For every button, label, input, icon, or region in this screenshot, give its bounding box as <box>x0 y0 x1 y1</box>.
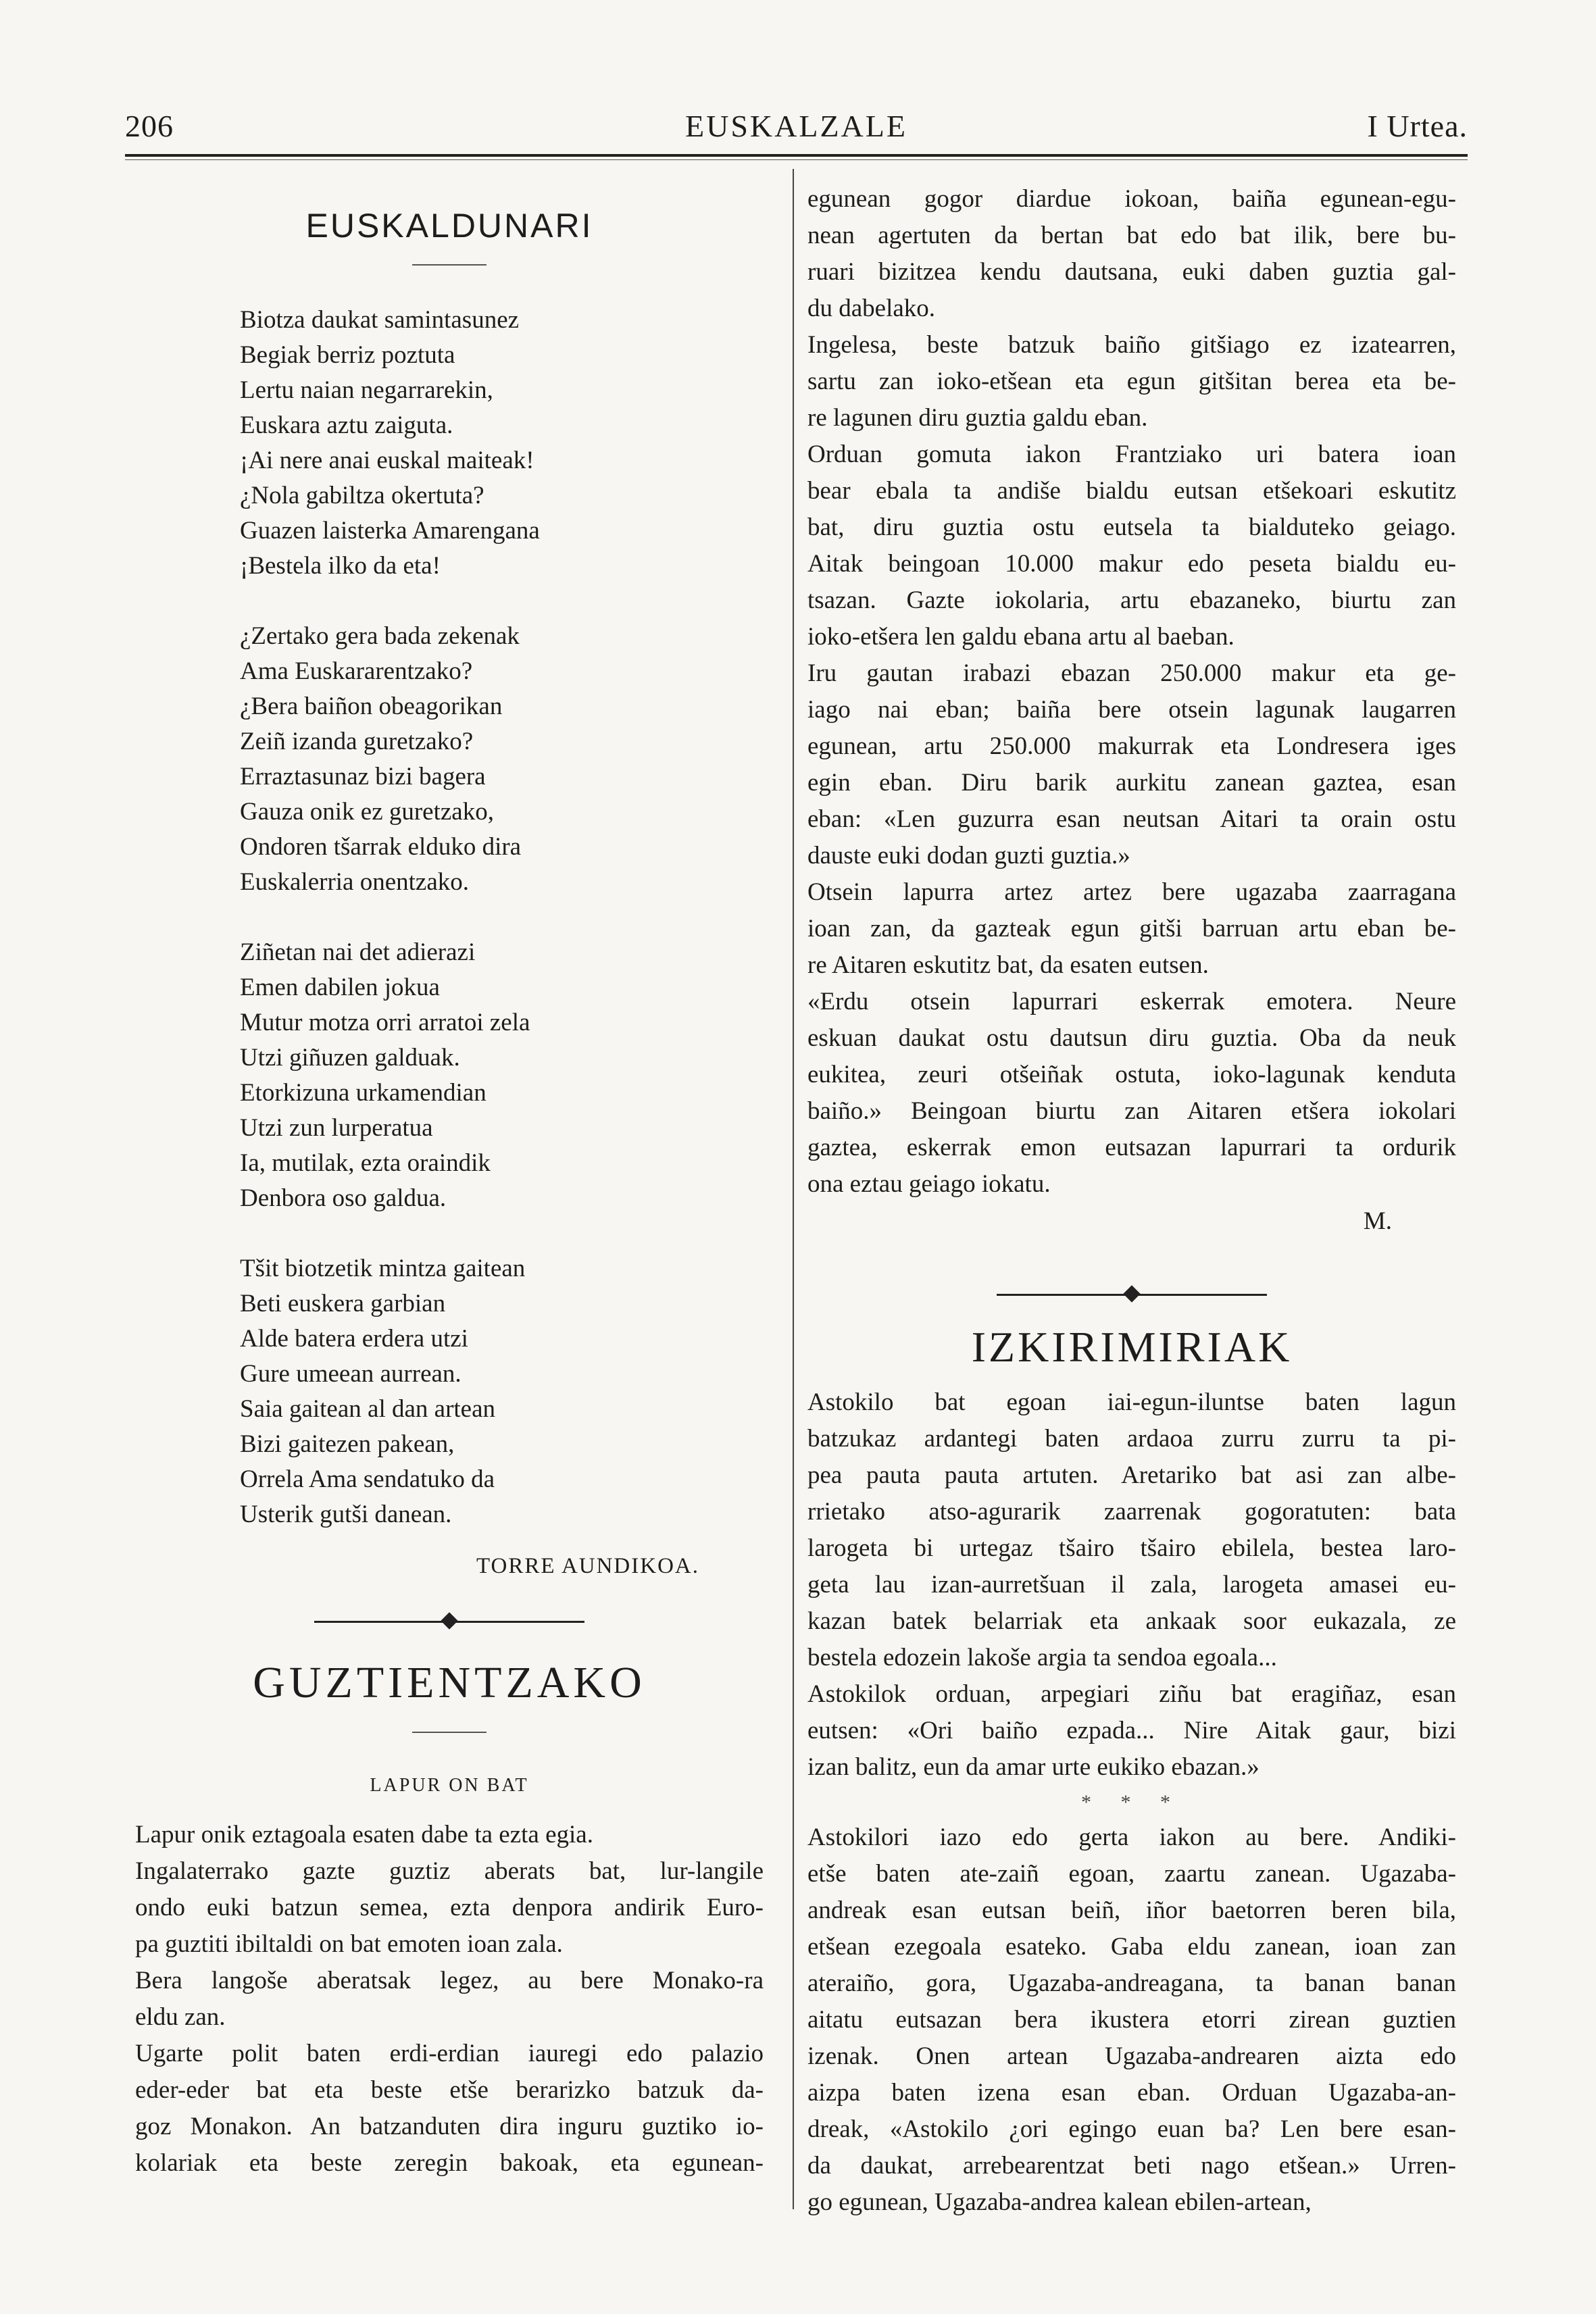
poem-line: Guazen laisterka Amarengana <box>240 517 540 545</box>
paragraph <box>807 181 1456 327</box>
poem-line: Zeiñ izanda guretzako? <box>240 728 474 755</box>
text-line: Otsein lapurra artez artez bere ugazaba zaarragana <box>807 878 1456 906</box>
ornament-divider-right <box>997 1284 1267 1305</box>
poem-line: Begiak berriz poztuta <box>240 341 455 369</box>
poem-line: Beti euskera garbian <box>240 1290 446 1317</box>
text-line: Astokilo bat egoan iai-egun-iluntse baten lagun <box>807 1388 1456 1416</box>
column-divider <box>793 169 794 2209</box>
text-line: batzukaz ardantegi baten ardaoa zurru zurru ta pi- <box>807 1425 1456 1453</box>
text-line: etše baten ate-zaiñ egoan, zaartu zanean. Ugazaba- <box>807 1860 1456 1888</box>
volume-year: I Urtea. <box>1367 109 1468 143</box>
text-line: sartu zan ioko-etšean eta egun gitšitan berea eta be- <box>807 368 1456 395</box>
poem-line: ¡Bestela ilko da eta! <box>240 552 441 580</box>
text-line: Orduan gomuta iakon Frantziako uri batera ioan <box>807 441 1456 468</box>
poem-line: Euskara aztu zaiguta. <box>240 411 453 439</box>
text-line: goz Monakon. An batzanduten dira inguru guztiko io- <box>135 2113 764 2140</box>
text-line: eskuan daukat ostu dautsun diru guztia. Oba da neuk <box>807 1024 1456 1052</box>
text-line: egunean, artu 250.000 makurrak eta Londresera iges <box>807 732 1456 760</box>
text-line: kazan batek belarriak eta ankaak soor eukazala, ze <box>807 1607 1456 1635</box>
poem-signature: TORRE AUNDIKOA. <box>476 1554 699 1578</box>
poem-line: ¡Ai nere anai euskal maiteak! <box>240 447 534 474</box>
text-line: andreak esan eutsan beiñ, iñor baetorren beren bila, <box>807 1896 1456 1924</box>
poem-line: Euskalerria onentzako. <box>240 868 470 896</box>
poem-line: Bizi gaitezen pakean, <box>240 1430 455 1458</box>
story-title: GUZTIENTZAKO <box>253 1658 646 1707</box>
title-rule <box>412 264 487 266</box>
story-text <box>135 1817 764 2182</box>
text-line: bear ebala ta andiše bialdu eutsan etšekoari eskutitz <box>807 477 1456 505</box>
text-line: dreak, «Astokilo ¿ori egingo euan ba? Len bere esan- <box>807 2115 1456 2143</box>
story-title-rule <box>412 1732 487 1733</box>
poem-line: Utzi zun lurperatua <box>240 1114 433 1142</box>
text-line: nean agertuten da bertan bat edo bat ilik, bere bu- <box>807 222 1456 249</box>
diamond-ornament-icon <box>441 1612 457 1629</box>
text-line: Aitak beingoan 10.000 makur edo peseta bialdu eu- <box>807 550 1456 578</box>
text-line: ioko-etšera len galdu ebana artu al baeban. <box>807 623 1235 651</box>
text-line: aitatu eutsazan bera ikustera etorri zirean guztien <box>807 2006 1456 2034</box>
text-line: Bera langoše aberatsak legez, au bere Monako-ra <box>135 1967 764 1994</box>
text-line: Ingelesa, beste batzuk baiño gitšiago ez izatearren, <box>807 331 1456 359</box>
story-signature: M. <box>1363 1207 1392 1235</box>
asterisk-separator: * * * <box>1081 1791 1182 1813</box>
text-line: eban: «Len guzurra esan neutsan Aitari ta orain ostu <box>807 805 1456 833</box>
text-line: re Aitaren eskutitz bat, da esaten eutsen. <box>807 951 1209 979</box>
paragraph <box>807 327 1456 436</box>
paragraph <box>807 874 1456 984</box>
text-line: dauste euki dodan guzti guztia.» <box>807 842 1130 870</box>
poem-line: Erraztasunaz bizi bagera <box>240 763 486 790</box>
header-rule <box>125 154 1468 157</box>
text-line: ateraiño, gora, Ugazaba-andreagana, ta banan banan <box>807 1969 1456 1997</box>
poem-line: Usterik gutši danean. <box>240 1501 452 1528</box>
ornament-divider <box>314 1611 584 1632</box>
section-title: IZKIRIMIRIAK <box>971 1323 1293 1371</box>
text-line: etšean ezegoala esateko. Gaba eldu zanean, ioan zan <box>807 1933 1456 1961</box>
text-line: iago nai eban; baiña bere otsein lagunak laugarren <box>807 696 1456 724</box>
paragraph <box>807 655 1456 874</box>
paragraph <box>807 436 1456 655</box>
poem-line: Ziñetan nai det adierazi <box>240 938 476 966</box>
text-line: eukitea, zeuri otšeiñak ostuta, ioko-lagunak kenduta <box>807 1061 1456 1088</box>
paragraph <box>807 1384 1456 1676</box>
poem-line: Ama Euskararentzako? <box>240 657 473 685</box>
poem-line: Biotza daukat samintasunez <box>240 306 520 334</box>
poem-line: Mutur motza orri arratoi zela <box>240 1009 530 1036</box>
paragraph <box>135 1963 764 2036</box>
text-line: re lagunen diru guztia galdu eban. <box>807 404 1148 432</box>
text-line: eder-eder bat eta beste etše berarizko batzuk da- <box>135 2076 764 2104</box>
text-line: bat, diru guztia ostu eutsela ta bialduteko geiago. <box>807 513 1456 541</box>
text-line: pa guztiti ibiltaldi on bat emoten ioan zala. <box>135 1930 563 1958</box>
text-line: da daukat, arrebearentzat beti nago etšean.» Urren- <box>807 2152 1456 2180</box>
text-line: Ugarte polit baten erdi-erdian iauregi edo palazio <box>135 2040 764 2067</box>
right-column <box>807 169 1456 2221</box>
text-line: Astokilori iazo edo gerta iakon au bere. Andiki- <box>807 1823 1456 1851</box>
text-line: egin eban. Diru barik aurkitu zanean gaztea, esan <box>807 769 1456 797</box>
text-line: eldu zan. <box>135 2003 226 2031</box>
poem-line: Gure umeean aurrean. <box>240 1360 462 1388</box>
text-line: aizpa baten izena esan eban. Orduan Ugazaba-an- <box>807 2079 1456 2107</box>
poem-stanza <box>240 935 764 1216</box>
text-line: kolariak eta beste zeregin bakoak, eta egunean- <box>135 2149 764 2177</box>
text-line: bestela edozein lakoše argia ta sendoa egoala... <box>807 1644 1277 1671</box>
text-line: ona eztau geiago iokatu. <box>807 1170 1051 1198</box>
poem-line: Ondoren tšarrak elduko dira <box>240 833 522 861</box>
text-line: Ingalaterrako gazte guztiz aberats bat, lur-langile <box>135 1857 764 1885</box>
story-continuation <box>807 181 1456 1203</box>
poem-line: Tšit biotzetik mintza gaitean <box>240 1255 526 1282</box>
paragraph <box>807 1676 1456 1786</box>
anecdote-text <box>807 1384 1456 1786</box>
journal-title: EUSKALZALE <box>685 109 907 143</box>
poem-line: ¿Bera baiñon obeagorikan <box>240 693 503 720</box>
left-column <box>135 169 764 2182</box>
poem-line: Lertu naian negarrarekin, <box>240 376 493 404</box>
poem-line: Orrela Ama sendatuko da <box>240 1465 495 1493</box>
text-line: Iru gautan irabazi ebazan 250.000 makur eta ge- <box>807 659 1456 687</box>
text-line: larogeta bi urtegaz tšairo tšairo ebilela, bestea laro- <box>807 1534 1456 1562</box>
header-rule-thin <box>125 159 1468 160</box>
poem-line: Alde batera erdera utzi <box>240 1325 468 1353</box>
poem-stanza <box>240 1251 764 1532</box>
poem-line: Ia, mutilak, ezta oraindik <box>240 1149 491 1177</box>
page-number: 206 <box>125 109 174 143</box>
poem-stanza <box>240 619 764 900</box>
poem-title: EUSKALDUNARI <box>305 207 593 245</box>
poem-line: Utzi giñuzen galduak. <box>240 1044 460 1072</box>
paragraph <box>135 1817 764 1853</box>
text-line: rrietako atso-agurarik zaarrenak gogoratuten: bata <box>807 1498 1456 1526</box>
text-line: pea pauta pauta artuten. Aretariko bat asi zan albe- <box>807 1461 1456 1489</box>
poem-line: Emen dabilen jokua <box>240 974 440 1001</box>
poem <box>240 303 764 1532</box>
running-header <box>125 108 1468 149</box>
text-line: ruari bizitzea kendu dautsana, euki daben guztia gal- <box>807 258 1456 286</box>
text-line: baiño.» Beingoan biurtu zan Aitaren etšera iokolari <box>807 1097 1456 1125</box>
text-line: du dabelako. <box>807 295 936 322</box>
anecdote-text-2 <box>807 1819 1456 2221</box>
text-line: tsazan. Gazte iokolaria, artu ebazaneko, biurtu zan <box>807 586 1456 614</box>
diamond-ornament-icon <box>1123 1285 1140 1302</box>
poem-line: Saia gaitean al dan artean <box>240 1395 496 1423</box>
poem-line: ¿Zertako gera bada zekenak <box>240 622 520 650</box>
paragraph <box>807 1819 1456 2221</box>
paragraph <box>135 1853 764 1963</box>
poem-line: Gauza onik ez guretzako, <box>240 798 494 826</box>
text-line: ondo euki batzun semea, ezta denpora andirik Euro- <box>135 1894 764 1921</box>
paragraph <box>135 2036 764 2182</box>
text-line: Astokilok orduan, arpegiari ziñu bat eragiñaz, esan <box>807 1680 1456 1708</box>
text-line: eutsen: «Ori baiño ezpada... Nire Aitak gaur, bizi <box>807 1717 1456 1744</box>
text-line: izenak. Onen artean Ugazaba-andrearen aizta edo <box>807 2042 1456 2070</box>
paragraph <box>807 984 1456 1203</box>
text-line: egunean gogor diardue iokoan, baiña egunean-egu- <box>807 185 1456 213</box>
text-line: gaztea, eskerrak emon eutsazan lapurrari ta ordurik <box>807 1134 1456 1161</box>
text-line: «Erdu otsein lapurrari eskerrak emotera. Neure <box>807 988 1456 1015</box>
text-line: go egunean, Ugazaba-andrea kalean ebilen-artean, <box>807 2188 1312 2216</box>
text-line: ioan zan, da gazteak egun gitši barruan artu eban be- <box>807 915 1456 942</box>
poem-line: Denbora oso galdua. <box>240 1184 447 1212</box>
story-subtitle: LAPUR ON BAT <box>370 1775 529 1796</box>
poem-line: Etorkizuna urkamendian <box>240 1079 487 1107</box>
poem-line: ¿Nola gabiltza okertuta? <box>240 482 484 509</box>
poem-stanza <box>240 303 764 584</box>
text-line: Lapur onik eztagoala esaten dabe ta ezta egia. <box>135 1821 593 1848</box>
text-line: geta lau izan-aurretšuan il zala, larogeta amasei eu- <box>807 1571 1456 1599</box>
text-line: izan balitz, eun da amar urte eukiko ebazan.» <box>807 1753 1260 1781</box>
